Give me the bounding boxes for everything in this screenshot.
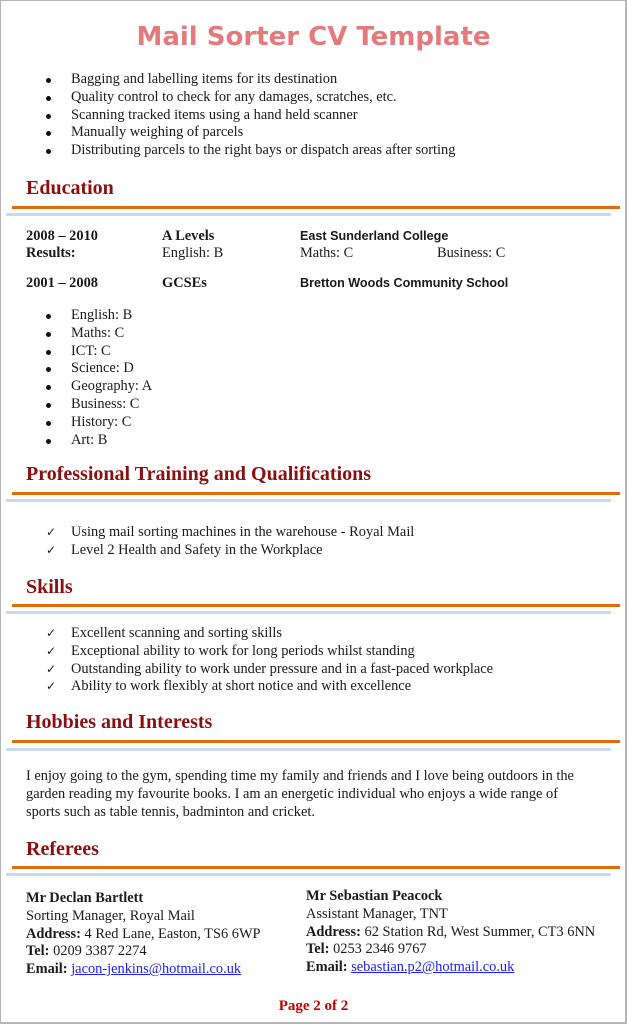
training-list [44,524,414,560]
bullet-icon [46,332,51,337]
bullet-icon [46,350,51,355]
result-business: Business: C [437,245,506,261]
list-item: ✓ Outstanding ability to work under pressure and in a fast-paced workplace [46,660,493,677]
list-item: Scanning tracked items using a hand held scanner [44,107,455,125]
page-number: Page 2 of 2 [278,998,349,1014]
bullet-icon [46,96,51,101]
duties-list [44,71,455,160]
education-institution: East Sunderland College [300,229,449,243]
list-item: Geography: A [44,378,152,396]
section-divider-blue [6,499,611,502]
section-divider-orange [12,740,620,743]
result-maths: Maths: C [300,245,354,261]
education-heading: Education [26,177,114,199]
section-divider-orange [12,866,620,869]
referee-name: Mr Sebastian Peacock [306,888,443,904]
referee-card [26,890,261,979]
skills-list [44,625,493,696]
referees-heading: Referees [26,838,99,860]
hobbies-paragraph: I enjoy going to the gym, spending time my family and friends and I love being outdoors in the garden reading my favourite books. I am an energetic individual who enjoys a wide range of sports such as table tennis, badminton and cricket. [26,768,574,820]
section-divider-blue [6,611,611,614]
referee-email: Email: jacon-jenkins@hotmail.co.uk [26,961,242,978]
check-icon: ✓ [46,542,57,557]
referee-tel: Tel: 0253 2346 9767 [306,941,427,958]
training-heading: Professional Training and Qualifications [26,463,372,485]
referee-address: Address: 62 Station Rd, West Summer, CT3 6NN [306,923,596,940]
section-divider-orange [12,492,620,495]
referee-email: Email: sebastian.p2@hotmail.co.uk [306,959,515,976]
list-item: ✓ Using mail sorting machines in the warehouse - Royal Mail [46,524,415,540]
list-item: History: C [44,414,152,432]
list-item: Art: B [44,432,152,450]
section-divider-blue [6,213,611,216]
bullet-icon [46,149,51,154]
referee-role: Sorting Manager, Royal Mail [26,907,195,924]
referee-tel: Tel: 0209 3387 2274 [26,943,147,960]
list-item: Bagging and labelling items for its destination [44,71,455,89]
check-icon: ✓ [46,626,57,640]
education-qualification: A Levels [162,228,215,244]
email-link[interactable]: sebastian.p2@hotmail.co.uk [351,959,515,976]
hobbies-heading: Hobbies and Interests [26,711,213,733]
check-icon: ✓ [46,643,57,658]
document-title: Mail Sorter CV Template [136,22,491,52]
bullet-icon [46,314,51,319]
referee-address: Address: 4 Red Lane, Easton, TS6 6WP [26,925,261,942]
list-item: Business: C [44,396,152,414]
bullet-icon [46,367,51,372]
list-item: Quality control to check for any damages, scratches, etc. [44,89,455,107]
list-item: Distributing parcels to the right bays or dispatch areas after sorting [44,142,455,160]
section-divider-orange [12,604,620,607]
bullet-icon [46,78,51,83]
gcse-grades-list [44,307,152,449]
list-item: ✓ Excellent scanning and sorting skills [46,625,283,641]
list-item: ICT: C [44,343,152,361]
bullet-icon [46,439,51,444]
results-label: Results: [26,245,76,261]
result-english: English: B [162,245,224,261]
list-item: ✓ Exceptional ability to work for long periods whilst standing [46,642,415,659]
list-item: Manually weighing of parcels [44,124,455,142]
check-icon: ✓ [46,679,57,694]
check-icon: ✓ [46,525,57,539]
list-item: Maths: C [44,325,152,343]
bullet-icon [46,131,51,136]
education-years: 2001 – 2008 [26,275,98,291]
skills-heading: Skills [26,576,73,598]
list-item: ✓ Level 2 Health and Safety in the Workplace [46,541,323,558]
check-icon: ✓ [46,661,57,676]
email-link[interactable]: jacon-jenkins@hotmail.co.uk [71,961,242,978]
bullet-icon [46,114,51,119]
referee-role: Assistant Manager, TNT [306,905,448,922]
referee-card [306,888,595,977]
education-institution: Bretton Woods Community School [300,276,509,290]
list-item: Science: D [44,360,152,378]
section-divider-orange [12,206,620,209]
section-divider-blue [6,748,611,751]
education-qualification: GCSEs [162,275,207,291]
section-divider-blue [6,873,611,876]
list-item: English: B [44,307,152,325]
bullet-icon [46,403,51,408]
bullet-icon [46,421,51,426]
list-item: ✓ Ability to work flexibly at short notice and with excellence [46,678,412,695]
bullet-icon [46,385,51,390]
education-years: 2008 – 2010 [26,228,98,244]
referee-name: Mr Declan Bartlett [26,890,144,906]
